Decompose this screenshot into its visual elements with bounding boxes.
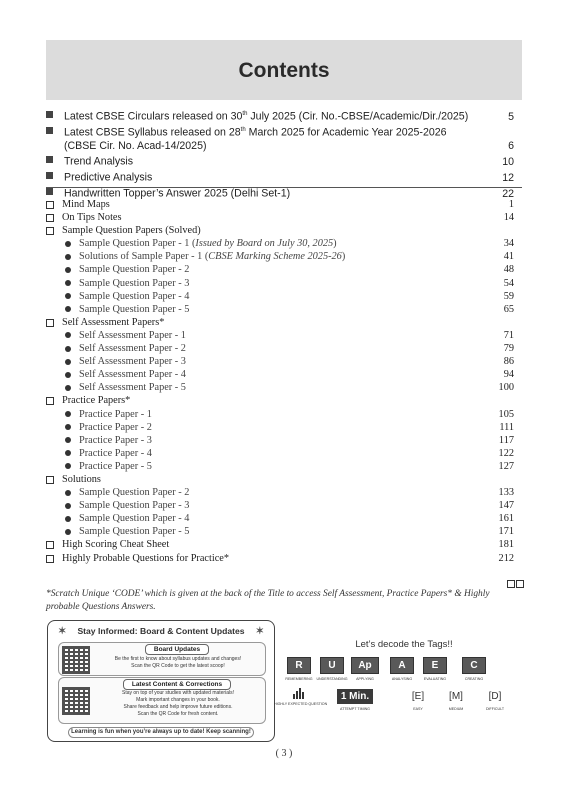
contents-item bbox=[46, 421, 514, 434]
content-updates-title: Latest Content & Corrections bbox=[123, 679, 231, 690]
checkbox-bullet-icon bbox=[46, 227, 54, 235]
section-divider bbox=[46, 187, 522, 188]
circular-item-text: Latest CBSE Circulars released on 30th July 2025 (Cir. No.-CBSE/Academic/Dir./2025) bbox=[64, 110, 469, 123]
contents-item bbox=[46, 263, 514, 276]
dot-bullet-icon bbox=[65, 254, 71, 260]
tags-legend-title: Let’s decode the Tags!! bbox=[355, 639, 453, 650]
stay-informed-footer: Learning is fun when you’re always up to date! Keep scanning! bbox=[68, 727, 254, 738]
page-ref: 122 bbox=[498, 447, 514, 459]
tag-symbol: [M] bbox=[449, 691, 463, 702]
page-ref: 5 bbox=[508, 110, 514, 123]
page-ref: 181 bbox=[498, 539, 514, 551]
content-updates-card bbox=[58, 677, 266, 724]
page-ref: 41 bbox=[503, 251, 514, 263]
page-ref: 34 bbox=[503, 238, 514, 250]
tag-creating bbox=[454, 657, 494, 681]
sparkle-icon: ✶ bbox=[58, 626, 67, 637]
stay-informed-panel bbox=[47, 620, 275, 742]
contents-item-text: Practice Paper - 3 bbox=[79, 434, 152, 446]
contents-item bbox=[46, 499, 514, 512]
qr-code-icon[interactable] bbox=[62, 687, 90, 715]
page-ref: 171 bbox=[498, 526, 514, 538]
contents-item-text: Practice Paper - 1 bbox=[79, 408, 152, 420]
contents-header bbox=[46, 40, 522, 100]
board-update-line: Scan the QR Code to get the latest scoop! bbox=[131, 663, 225, 669]
page-ref: 94 bbox=[503, 369, 514, 381]
dot-bullet-icon bbox=[65, 346, 71, 352]
square-bullet-icon bbox=[46, 172, 53, 179]
tag-symbol: [D] bbox=[488, 691, 502, 702]
contents-item bbox=[46, 237, 514, 250]
contents-item bbox=[46, 355, 514, 368]
contents-item-text: Self Assessment Paper - 4 bbox=[79, 369, 186, 381]
dot-bullet-icon bbox=[65, 306, 71, 312]
square-bullet-icon bbox=[46, 111, 53, 118]
page-ref: 79 bbox=[503, 343, 514, 355]
page-ref: 22 bbox=[502, 187, 514, 200]
dot-bullet-icon bbox=[65, 385, 71, 391]
contents-section bbox=[46, 538, 514, 551]
square-bullet-icon bbox=[46, 188, 53, 195]
tag-attempt-timing bbox=[330, 686, 380, 711]
square-bullet-icon bbox=[46, 156, 53, 163]
contents-item bbox=[46, 512, 514, 525]
page-ref: 111 bbox=[499, 421, 514, 433]
page-ref: 100 bbox=[498, 382, 514, 394]
contents-item bbox=[46, 434, 514, 447]
contents-item-text: Self Assessment Paper - 1 bbox=[79, 329, 186, 341]
contents-section bbox=[46, 224, 514, 237]
tag-letter: R bbox=[287, 657, 311, 674]
page-ref: 14 bbox=[503, 212, 514, 224]
contents-section bbox=[46, 394, 514, 407]
sparkle-icon: ✶ bbox=[255, 626, 264, 637]
page-ref: 59 bbox=[503, 290, 514, 302]
content-update-line: Share feedback and help improve future editions. bbox=[123, 704, 233, 710]
page-number: ( 3 ) bbox=[275, 748, 293, 759]
contents-item-text: Sample Question Paper - 1 (Issued by Board on July 30, 2025) bbox=[79, 238, 337, 250]
contents-section bbox=[46, 211, 514, 224]
tag-label: APPLYING bbox=[356, 677, 374, 681]
contents-item bbox=[46, 250, 514, 263]
tag-letter: C bbox=[462, 657, 486, 674]
page-ref: 86 bbox=[503, 356, 514, 368]
contents-item-text: High Scoring Cheat Sheet bbox=[62, 539, 170, 551]
checkbox-bullet-icon bbox=[46, 319, 54, 327]
tag-letter: U bbox=[320, 657, 344, 674]
contents-item-text: On Tips Notes bbox=[62, 212, 122, 224]
contents-item bbox=[46, 460, 514, 473]
tag-label: CREATING bbox=[464, 677, 484, 681]
dot-bullet-icon bbox=[65, 293, 71, 299]
dot-bullet-icon bbox=[65, 411, 71, 417]
tag-label: EASY bbox=[413, 707, 423, 711]
page-ref: 117 bbox=[498, 434, 514, 446]
page-ref: 48 bbox=[503, 264, 514, 276]
dot-bullet-icon bbox=[65, 359, 71, 365]
bar-chart-icon bbox=[292, 686, 306, 699]
dot-bullet-icon bbox=[65, 463, 71, 469]
dot-bullet-icon bbox=[65, 241, 71, 247]
content-update-line: Scan the QR Code for fresh content. bbox=[137, 711, 219, 717]
dot-bullet-icon bbox=[65, 280, 71, 286]
page-ref: 54 bbox=[503, 277, 514, 289]
contents-item-text: Highly Probable Questions for Practice* bbox=[62, 552, 230, 564]
circular-item-text: Predictive Analysis bbox=[64, 171, 153, 184]
tag-symbol: 1 Min. bbox=[337, 689, 373, 704]
checkbox-bullet-icon bbox=[46, 476, 54, 484]
contents-item bbox=[46, 525, 514, 538]
contents-item-text: Practice Paper - 5 bbox=[79, 460, 152, 472]
page-ref: 212 bbox=[498, 552, 514, 564]
tag-label: ATTEMPT TIMING bbox=[340, 707, 370, 711]
contents-section bbox=[46, 473, 514, 486]
contents-item bbox=[46, 447, 514, 460]
contents-item-text: Sample Question Paper - 3 bbox=[79, 500, 190, 512]
contents-item-text: Practice Paper - 4 bbox=[79, 447, 152, 459]
square-bullet-icon bbox=[46, 127, 53, 134]
contents-list bbox=[46, 198, 514, 565]
contents-item-text: Sample Question Paper - 2 bbox=[79, 264, 190, 276]
page-ref: 105 bbox=[498, 408, 514, 420]
tag-letter: E bbox=[423, 657, 447, 674]
tag-applying bbox=[345, 657, 385, 681]
contents-item-text: Sample Question Papers (Solved) bbox=[62, 225, 201, 237]
contents-section bbox=[46, 198, 514, 211]
content-update-line: Stay on top of your studies with updated materials! bbox=[121, 690, 234, 696]
tag-evaluating bbox=[415, 657, 455, 681]
page-ref: 65 bbox=[503, 303, 514, 315]
contents-item bbox=[46, 290, 514, 303]
circular-item bbox=[46, 153, 514, 169]
page-ref: 6 bbox=[508, 139, 514, 152]
contents-item-text: Sample Question Paper - 4 bbox=[79, 513, 190, 525]
tag-label: UNDERSTANDING bbox=[316, 677, 348, 681]
contents-item-text: Sample Question Paper - 3 bbox=[79, 277, 190, 289]
dot-bullet-icon bbox=[65, 372, 71, 378]
tag-label: REMEMBERING bbox=[285, 677, 313, 681]
page-ref: 10 bbox=[502, 155, 514, 168]
content-update-line: Mark important changes in your book. bbox=[136, 697, 220, 703]
contents-item-text: Solutions of Sample Paper - 1 (CBSE Marking Scheme 2025-26) bbox=[79, 251, 346, 263]
circular-item bbox=[46, 124, 514, 153]
contents-item bbox=[46, 368, 514, 381]
contents-item-text: Sample Question Paper - 5 bbox=[79, 526, 190, 538]
tag-difficult bbox=[470, 686, 520, 711]
dot-bullet-icon bbox=[65, 267, 71, 273]
board-updates-card bbox=[58, 642, 266, 676]
tag-label: EVALUATING bbox=[423, 677, 447, 681]
contents-item-text: Self Assessment Paper - 3 bbox=[79, 356, 186, 368]
page-ref: 127 bbox=[498, 460, 514, 472]
contents-section bbox=[46, 316, 514, 329]
tag-label: HIGHLY EXPECTED QUESTION bbox=[274, 702, 328, 706]
contents-item-text: Solutions bbox=[62, 473, 101, 485]
page-ref: 12 bbox=[502, 171, 514, 184]
dot-bullet-icon bbox=[65, 503, 71, 509]
board-update-line: Be the first to know about syllabus updates and changes! bbox=[114, 656, 242, 662]
contents-item-text: Practice Paper - 2 bbox=[79, 421, 152, 433]
board-updates-title: Board Updates bbox=[145, 644, 209, 655]
contents-item bbox=[46, 381, 514, 394]
page-ref: 161 bbox=[498, 513, 514, 525]
circular-item-text: Trend Analysis bbox=[64, 155, 134, 168]
contents-item-text: Self Assessment Paper - 2 bbox=[79, 343, 186, 355]
tag-highly-expected-question bbox=[274, 686, 328, 706]
page-ref: 133 bbox=[498, 487, 514, 499]
page-title: Contents bbox=[238, 59, 330, 82]
dot-bullet-icon bbox=[65, 437, 71, 443]
contents-item bbox=[46, 329, 514, 342]
checkbox-bullet-icon bbox=[46, 397, 54, 405]
qr-code-icon[interactable] bbox=[62, 646, 90, 674]
contents-item bbox=[46, 486, 514, 499]
contents-item-text: Practice Papers* bbox=[62, 395, 131, 407]
page-ref: 1 bbox=[508, 199, 514, 210]
tag-label: MEDIUM bbox=[448, 707, 464, 711]
dot-bullet-icon bbox=[65, 516, 71, 522]
contents-item-text: Self Assessment Papers* bbox=[62, 316, 165, 328]
contents-item-text: Mind Maps bbox=[62, 199, 110, 210]
dot-bullet-icon bbox=[65, 332, 71, 338]
tag-label: ANALYSING bbox=[391, 677, 413, 681]
contents-item bbox=[46, 342, 514, 355]
contents-item bbox=[46, 277, 514, 290]
circular-item bbox=[46, 108, 514, 124]
dot-bullet-icon bbox=[65, 529, 71, 535]
tag-letter: A bbox=[390, 657, 414, 674]
contents-item-text: Sample Question Paper - 5 bbox=[79, 303, 190, 315]
stay-informed-title: ✶ Stay Informed: Board & Content Updates ✶ bbox=[58, 626, 264, 637]
tag-letter: Ap bbox=[351, 657, 379, 674]
dot-bullet-icon bbox=[65, 490, 71, 496]
footnote: *Scratch Unique ‘CODE’ which is given at the back of the Title to access Self Assessment, Practice Papers* & Highly probable Questions Answers. bbox=[46, 589, 490, 612]
checkbox-bullet-icon bbox=[46, 541, 54, 549]
checkbox-bullet-icon bbox=[46, 201, 54, 209]
contents-item-text: Sample Question Paper - 2 bbox=[79, 487, 190, 499]
circular-item-text: Handwritten Topper’s Answer 2025 (Delhi Set-1) bbox=[64, 187, 291, 200]
contents-item bbox=[46, 303, 514, 316]
contents-item-text: Sample Question Paper - 4 bbox=[79, 290, 190, 302]
dot-bullet-icon bbox=[65, 450, 71, 456]
page-ref: 71 bbox=[503, 329, 514, 341]
dot-bullet-icon bbox=[65, 424, 71, 430]
checkbox-bullet-icon bbox=[46, 555, 54, 563]
circular-item bbox=[46, 169, 514, 185]
contents-section bbox=[46, 552, 514, 565]
contents-item-text: Self Assessment Paper - 5 bbox=[79, 382, 186, 394]
tag-symbol: [E] bbox=[411, 691, 425, 702]
checkbox-bullet-icon bbox=[46, 214, 54, 222]
contents-item bbox=[46, 408, 514, 421]
page-ref: 147 bbox=[498, 500, 514, 512]
tag-label: DIFFICULT bbox=[485, 707, 505, 711]
circular-item-text: Latest CBSE Syllabus released on 28th March 2025 for Academic Year 2025-2026 (CBSE Cir. No. Acad-14/2025) bbox=[64, 126, 447, 152]
